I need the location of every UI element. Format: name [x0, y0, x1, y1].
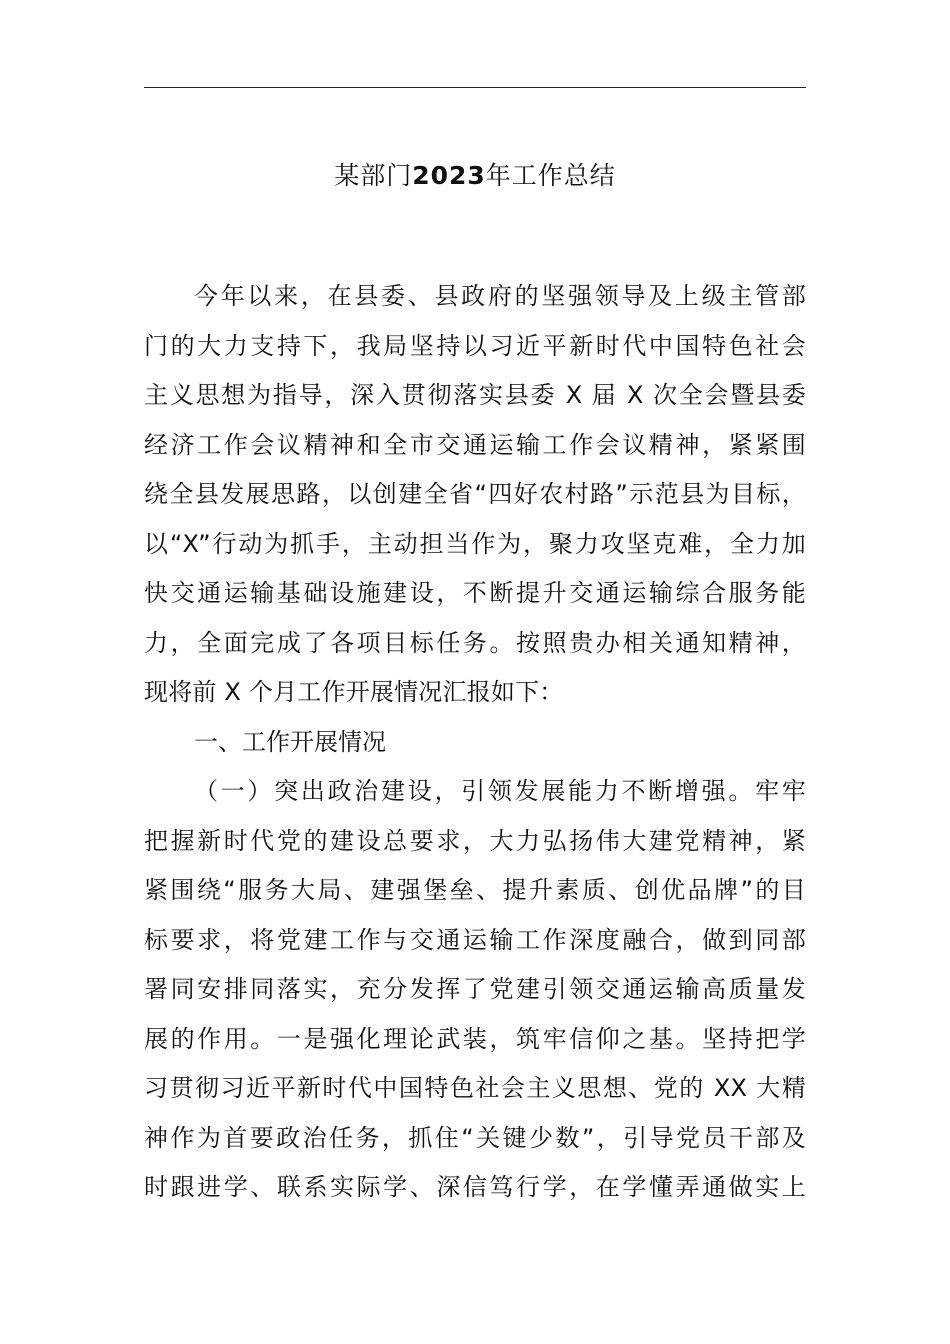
document-body [144, 272, 806, 1213]
text-line: 主义思想为指导，深入贯彻落实县委 X 届 X 次全会暨县委 [144, 381, 806, 409]
text-line: 现将前 X 个月工作开展情况汇报如下： [144, 678, 564, 706]
text-line: 紧围绕“服务大局、建强堡垒、提升素质、创优品牌”的目 [144, 876, 806, 904]
text-line: 时跟进学、联系实际学、深信笃行学，在学懂弄通做实上 [144, 1173, 806, 1201]
text-line: 力，全面完成了各项目标任务。按照贵办相关通知精神， [144, 628, 806, 657]
intro-paragraph [144, 272, 806, 718]
text-line: 绕全县发展思路，以创建全省“四好农村路”示范县为目标， [144, 480, 806, 508]
text-line: 以“X”行动为抓手，主动担当作为，聚力攻坚克难，全力加 [144, 529, 806, 558]
text-line: 今年以来，在县委、县政府的坚强领导及上级主管部 [194, 282, 806, 310]
title-year: 2023 [412, 161, 486, 190]
section-heading: 一、工作开展情况 [194, 727, 386, 756]
section-paragraph [144, 767, 806, 1213]
text-line: 展的作用。一是强化理论武装，筑牢信仰之基。坚持把学 [144, 1024, 806, 1053]
text-line: 标要求，将党建工作与交通运输工作深度融合，做到同部 [144, 925, 806, 954]
header-rule [144, 87, 806, 88]
text-line: 把握新时代党的建设总要求，大力弘扬伟大建党精神，紧 [144, 826, 806, 855]
text-line: 习贯彻习近平新时代中国特色社会主义思想、党的 XX 大精 [144, 1074, 806, 1102]
text-line: 门的大力支持下，我局坚持以习近平新时代中国特色社会 [144, 331, 806, 360]
text-line: 署同安排同落实，充分发挥了党建引领交通运输高质量发 [144, 975, 806, 1003]
text-line: （一）突出政治建设，引领发展能力不断增强。牢牢 [194, 777, 806, 805]
text-line: 经济工作会议精神和全市交通运输工作会议精神，紧紧围 [144, 430, 806, 459]
title-suffix: 年工作总结 [485, 161, 616, 190]
title-prefix: 某部门 [334, 161, 413, 190]
text-line: 神作为首要政治任务，抓住“关键少数”，引导党员干部及 [144, 1123, 806, 1152]
document-title [0, 158, 950, 194]
text-line: 快交通运输基础设施建设，不断提升交通运输综合服务能 [144, 579, 806, 607]
